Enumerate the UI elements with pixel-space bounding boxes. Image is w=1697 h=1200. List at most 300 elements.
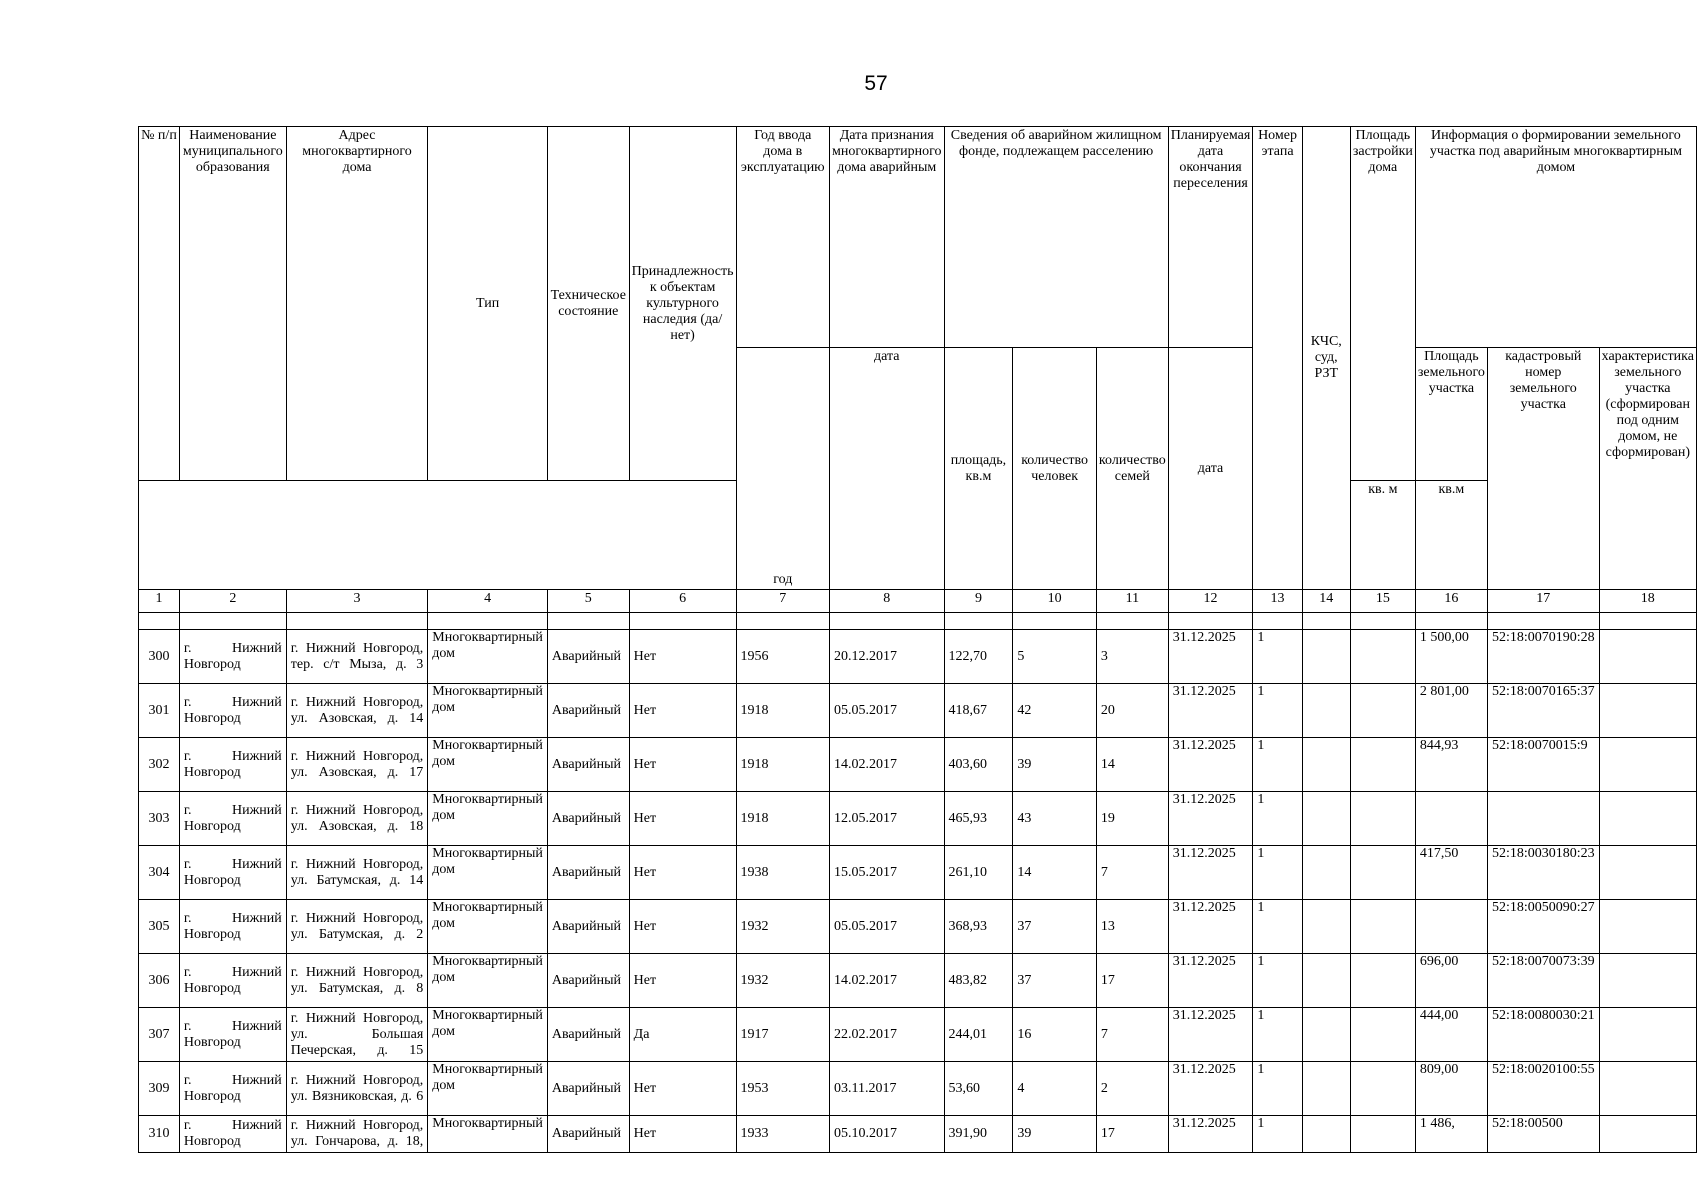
cell-value-addr: г. Нижний Новгород, ул. Азовская, д. 18 [290,802,424,834]
cell-people [1013,1062,1097,1116]
cell-value-year: 1918 [740,702,769,718]
cell-technical-state [547,684,629,738]
cell-land-characteristic [1599,1062,1696,1116]
header-date-sub: дата [830,348,944,590]
cell-value-cad: 52:18:0070073:39 [1491,954,1595,969]
cell-cadastral-number [1487,1008,1599,1062]
cell-value-heritage: Нет [633,648,657,664]
cell-value-plan: 31.12.2025 [1172,1062,1236,1077]
cell-value-state: Аварийный [551,918,622,934]
cell-people [1013,1008,1097,1062]
cell-value-people: 37 [1017,918,1032,934]
cell-value-heritage: Нет [633,1080,657,1096]
cell-kchs [1302,1116,1350,1153]
cell-year [736,792,830,846]
cell-families [1096,792,1168,846]
cell-value-stage: 1 [1257,954,1265,969]
cell-value-stage: 1 [1257,684,1265,699]
cell-families [1096,630,1168,684]
column-number: 18 [1599,590,1696,613]
cell-stage [1253,954,1302,1008]
header-emergency-fund: Сведения об аварийном жилищном фонде, подлежащем расселению [944,127,1168,348]
column-number: 17 [1487,590,1599,613]
cell-technical-state [547,738,629,792]
column-number: 2 [179,590,286,613]
column-number: 13 [1253,590,1302,613]
cell-families [1096,738,1168,792]
column-number: 16 [1415,590,1487,613]
cell-municipality [179,1062,286,1116]
cell-value-mo: г. Нижний Новгород [183,640,282,672]
cell-value-date: 05.05.2017 [834,918,898,934]
cell-year [736,846,830,900]
cell-area [944,1008,1013,1062]
cell-land-characteristic [1599,792,1696,846]
cell-value-heritage: Нет [633,972,657,988]
cell-value-land: 1 500,00 [1419,630,1469,645]
column-number: 6 [629,590,736,613]
cell-value-state: Аварийный [551,972,622,988]
cell-people [1013,954,1097,1008]
cell-families [1096,1062,1168,1116]
cell-value-people: 42 [1017,702,1032,718]
cell-land-area [1415,846,1487,900]
table-row [139,1062,1697,1116]
cell-value-mo: г. Нижний Новгород [183,910,282,942]
cell-value-heritage: Нет [633,756,657,772]
cell-heritage [629,1062,736,1116]
column-number: 7 [736,590,830,613]
cell-cadastral-number [1487,738,1599,792]
cell-stage [1253,684,1302,738]
emergency-housing-table [138,126,1697,1153]
cell-value-type: Многоквартирный [432,1116,543,1131]
header-stage: Номер этапа [1253,127,1302,590]
cell-planned-date [1168,1116,1253,1153]
cell-value-area: 53,60 [948,1080,981,1096]
header-kchs: КЧС, суд, РЗТ [1302,127,1350,590]
cell-technical-state [547,846,629,900]
cell-number [139,900,180,954]
cell-value-year: 1938 [740,864,769,880]
cell-kchs [1302,846,1350,900]
cell-heritage [629,954,736,1008]
cell-value-addr: г. Нижний Новгород, ул. Вязниковская, д. 6 [290,1072,424,1104]
cell-type [428,792,548,846]
cell-value-families: 13 [1100,918,1115,934]
column-number: 4 [428,590,548,613]
cell-people [1013,630,1097,684]
cell-value-land: 444,00 [1419,1008,1459,1023]
cell-value-year: 1933 [740,1126,769,1141]
header-heritage: Принадлежность к объектам культурного наследия (да/нет) [629,127,736,481]
cell-emergency-date [830,846,944,900]
cell-kchs [1302,954,1350,1008]
cell-area [944,1062,1013,1116]
cell-address [286,1062,428,1116]
cell-type [428,1008,548,1062]
cell-value-land: 809,00 [1419,1062,1459,1077]
table-row [139,1116,1697,1153]
cell-value-type: Многоквартирный дом [432,900,543,931]
cell-technical-state [547,792,629,846]
cell-building-area [1350,1008,1415,1062]
cell-stage [1253,1116,1302,1153]
cell-value-mo: г. Нижний Новгород [183,1018,282,1050]
header-land-info: Информация о формировании земельного участка под аварийным многоквартирным домом [1415,127,1696,348]
cell-address [286,738,428,792]
cell-area [944,1116,1013,1153]
cell-type [428,846,548,900]
cell-value-families: 17 [1100,972,1115,988]
cell-cadastral-number [1487,846,1599,900]
cell-planned-date [1168,630,1253,684]
cell-emergency-date [830,738,944,792]
cell-value-date: 15.05.2017 [834,864,898,880]
table-body [139,630,1697,1153]
cell-stage [1253,792,1302,846]
cell-kchs [1302,738,1350,792]
cell-municipality [179,1116,286,1153]
header-cadastral: кадастровый номер земельного участка [1487,348,1599,590]
cell-heritage [629,792,736,846]
cell-type [428,684,548,738]
cell-value-type: Многоквартирный дом [432,1062,543,1093]
cell-emergency-date [830,1008,944,1062]
cell-heritage [629,684,736,738]
column-number: 1 [139,590,180,613]
cell-cadastral-number [1487,684,1599,738]
cell-value-area: 483,82 [948,972,988,988]
cell-emergency-date [830,1116,944,1153]
cell-land-area [1415,1062,1487,1116]
cell-value-type: Многоквартирный дом [432,738,543,769]
cell-planned-date [1168,954,1253,1008]
cell-land-area [1415,1116,1487,1153]
cell-value-heritage: Нет [633,918,657,934]
cell-heritage [629,900,736,954]
cell-value-stage: 1 [1257,846,1265,861]
cell-land-area [1415,630,1487,684]
cell-value-people: 14 [1017,864,1032,880]
cell-value-area: 122,70 [948,648,988,664]
cell-kchs [1302,1008,1350,1062]
cell-value-n: 303 [148,810,170,826]
cell-planned-date [1168,900,1253,954]
cell-value-date: 22.02.2017 [834,1026,898,1042]
cell-planned-date [1168,792,1253,846]
cell-heritage [629,846,736,900]
cell-land-area [1415,954,1487,1008]
cell-stage [1253,900,1302,954]
cell-value-year: 1918 [740,756,769,772]
cell-emergency-date [830,792,944,846]
table-row [139,630,1697,684]
cell-value-area: 403,60 [948,756,988,772]
cell-value-addr: г. Нижний Новгород, ул. Гончарова, д. 18, [290,1118,424,1149]
cell-value-type: Многоквартирный дом [432,954,543,985]
header-land-area: Площадь земельного участка [1415,348,1487,481]
cell-land-characteristic [1599,1116,1696,1153]
cell-value-state: Аварийный [551,756,622,772]
cell-value-year: 1917 [740,1026,769,1042]
cell-value-type: Многоквартирный дом [432,630,543,661]
cell-heritage [629,1008,736,1062]
cell-number [139,792,180,846]
cell-value-state: Аварийный [551,1080,622,1096]
cell-heritage [629,630,736,684]
cell-technical-state [547,630,629,684]
cell-year [736,738,830,792]
cell-building-area [1350,792,1415,846]
column-numbers-row [139,590,1697,613]
table-header [139,127,1697,630]
cell-kchs [1302,1062,1350,1116]
cell-families [1096,1008,1168,1062]
cell-value-state: Аварийный [551,702,622,718]
cell-land-area [1415,684,1487,738]
cell-value-people: 4 [1017,1080,1025,1096]
cell-value-people: 37 [1017,972,1032,988]
cell-value-addr: г. Нижний Новгород, ул. Батумская, д. 2 [290,910,424,942]
cell-technical-state [547,900,629,954]
cell-value-plan: 31.12.2025 [1172,738,1236,753]
cell-address [286,1008,428,1062]
cell-value-stage: 1 [1257,792,1265,807]
cell-planned-date [1168,738,1253,792]
cell-value-plan: 31.12.2025 [1172,792,1236,807]
cell-municipality [179,900,286,954]
cell-value-addr: г. Нижний Новгород, ул. Азовская, д. 17 [290,748,424,780]
cell-area [944,684,1013,738]
cell-value-state: Аварийный [551,810,622,826]
cell-value-n: 301 [148,702,170,718]
cell-address [286,630,428,684]
cell-value-stage: 1 [1257,738,1265,753]
column-number: 3 [286,590,428,613]
cell-land-area [1415,792,1487,846]
cell-stage [1253,738,1302,792]
cell-families [1096,1116,1168,1153]
cell-value-mo: г. Нижний Новгород [183,802,282,834]
cell-value-n: 307 [148,1026,170,1042]
cell-building-area [1350,846,1415,900]
header-building-area: Площадь застройки дома [1350,127,1415,481]
cell-area [944,738,1013,792]
cell-stage [1253,1062,1302,1116]
cell-value-cad: 52:18:0070165:37 [1491,684,1595,699]
header-area-sub: площадь, кв.м [944,348,1013,590]
cell-technical-state [547,954,629,1008]
cell-stage [1253,630,1302,684]
cell-value-people: 43 [1017,810,1032,826]
column-number: 5 [547,590,629,613]
cell-value-n: 306 [148,972,170,988]
cell-cadastral-number [1487,900,1599,954]
cell-value-land: 1 486, [1419,1116,1455,1131]
cell-value-stage: 1 [1257,1062,1265,1077]
cell-value-type: Многоквартирный дом [432,846,543,877]
cell-value-year: 1932 [740,918,769,934]
cell-value-heritage: Нет [633,1126,657,1141]
cell-value-n: 300 [148,648,170,664]
cell-value-families: 2 [1100,1080,1108,1096]
cell-number [139,954,180,1008]
cell-type [428,630,548,684]
cell-number [139,1116,180,1153]
cell-year [736,954,830,1008]
cell-value-n: 302 [148,756,170,772]
cell-address [286,792,428,846]
cell-year [736,900,830,954]
cell-area [944,792,1013,846]
cell-value-addr: г. Нижний Новгород, ул. Большая Печерская, д. 15 [290,1010,424,1058]
cell-stage [1253,846,1302,900]
header-land-characteristic: характеристика земельного участка (сформирован под одним домом, не сформирован) [1599,348,1696,590]
cell-value-cad: 52:18:0070190:28 [1491,630,1595,645]
cell-value-date: 05.05.2017 [834,702,898,718]
cell-type [428,738,548,792]
cell-cadastral-number [1487,1116,1599,1153]
cell-value-mo: г. Нижний Новгород [183,856,282,888]
cell-building-area [1350,900,1415,954]
cell-value-land: 417,50 [1419,846,1459,861]
cell-value-cad: 52:18:0070015:9 [1491,738,1588,753]
cell-value-mo: г. Нижний Новгород [183,1118,282,1149]
cell-building-area [1350,684,1415,738]
header-land-area-sub: кв.м [1415,481,1487,590]
cell-type [428,1116,548,1153]
cell-technical-state [547,1062,629,1116]
cell-municipality [179,792,286,846]
header-address: Адрес многоквартирного дома [286,127,428,481]
header-planned-date: Планируемая дата окончания переселения [1168,127,1253,348]
header-commissioning-year: Год ввода дома в эксплуатацию [736,127,830,348]
table-row [139,738,1697,792]
cell-cadastral-number [1487,630,1599,684]
cell-land-characteristic [1599,954,1696,1008]
cell-value-date: 12.05.2017 [834,810,898,826]
cell-address [286,1116,428,1153]
cell-municipality [179,846,286,900]
cell-families [1096,684,1168,738]
cell-building-area [1350,954,1415,1008]
cell-value-land: 696,00 [1419,954,1459,969]
cell-value-mo: г. Нижний Новгород [183,964,282,996]
cell-value-type: Многоквартирный дом [432,684,543,715]
cell-families [1096,900,1168,954]
table-row [139,1008,1697,1062]
cell-value-mo: г. Нижний Новгород [183,748,282,780]
cell-emergency-date [830,630,944,684]
cell-value-families: 3 [1100,648,1108,664]
column-number: 8 [830,590,944,613]
cell-address [286,684,428,738]
cell-land-characteristic [1599,1008,1696,1062]
cell-value-stage: 1 [1257,900,1265,915]
cell-municipality [179,738,286,792]
cell-kchs [1302,684,1350,738]
header-type: Тип [428,127,548,481]
cell-value-plan: 31.12.2025 [1172,846,1236,861]
cell-area [944,954,1013,1008]
cell-type [428,954,548,1008]
cell-families [1096,954,1168,1008]
cell-value-stage: 1 [1257,630,1265,645]
cell-building-area [1350,630,1415,684]
header-people-sub: количество человек [1013,348,1097,590]
table-row [139,846,1697,900]
cell-type [428,1062,548,1116]
cell-value-state: Аварийный [551,1126,622,1141]
cell-land-characteristic [1599,630,1696,684]
table-row [139,684,1697,738]
cell-value-state: Аварийный [551,648,622,664]
cell-value-people: 39 [1017,1126,1032,1141]
cell-value-date: 03.11.2017 [834,1080,897,1096]
cell-value-heritage: Нет [633,810,657,826]
spacer-row [139,613,1697,630]
header-emergency-date: Дата признания многоквартирного дома аварийным [830,127,944,348]
cell-land-characteristic [1599,738,1696,792]
cell-emergency-date [830,1062,944,1116]
cell-emergency-date [830,900,944,954]
cell-value-cad: 52:18:0080030:21 [1491,1008,1595,1023]
cell-value-date: 20.12.2017 [834,648,898,664]
cell-people [1013,900,1097,954]
cell-value-date: 05.10.2017 [834,1126,898,1141]
cell-heritage [629,1116,736,1153]
cell-value-heritage: Нет [633,702,657,718]
header-row-number: № п/п [139,127,180,481]
cell-number [139,630,180,684]
cell-value-area: 418,67 [948,702,988,718]
cell-value-n: 305 [148,918,170,934]
cell-value-plan: 31.12.2025 [1172,900,1236,915]
cell-value-area: 465,93 [948,810,988,826]
cell-municipality [179,1008,286,1062]
cell-year [736,1008,830,1062]
cell-year [736,630,830,684]
cell-heritage [629,738,736,792]
cell-value-mo: г. Нижний Новгород [183,694,282,726]
cell-value-land: 2 801,00 [1419,684,1469,699]
cell-value-n: 304 [148,864,170,880]
cell-value-cad: 52:18:0050090:27 [1491,900,1595,915]
cell-value-date: 14.02.2017 [834,756,898,772]
cell-cadastral-number [1487,792,1599,846]
cell-value-stage: 1 [1257,1116,1265,1131]
cell-emergency-date [830,684,944,738]
cell-technical-state [547,1116,629,1153]
cell-value-state: Аварийный [551,864,622,880]
header-plan-sub: дата [1168,348,1253,590]
cell-area [944,846,1013,900]
cell-value-land: 844,93 [1419,738,1459,753]
cell-value-cad: 52:18:0030180:23 [1491,846,1595,861]
cell-value-plan: 31.12.2025 [1172,630,1236,645]
cell-value-area: 391,90 [948,1126,988,1141]
header-technical-state: Техническое состояние [547,127,629,481]
cell-value-area: 244,01 [948,1026,988,1042]
cell-value-addr: г. Нижний Новгород, ул. Азовская, д. 14 [290,694,424,726]
table-row [139,792,1697,846]
cell-value-date: 14.02.2017 [834,972,898,988]
cell-value-cad: 52:18:0020100:55 [1491,1062,1595,1077]
cell-building-area [1350,1062,1415,1116]
cell-number [139,738,180,792]
cell-number [139,846,180,900]
